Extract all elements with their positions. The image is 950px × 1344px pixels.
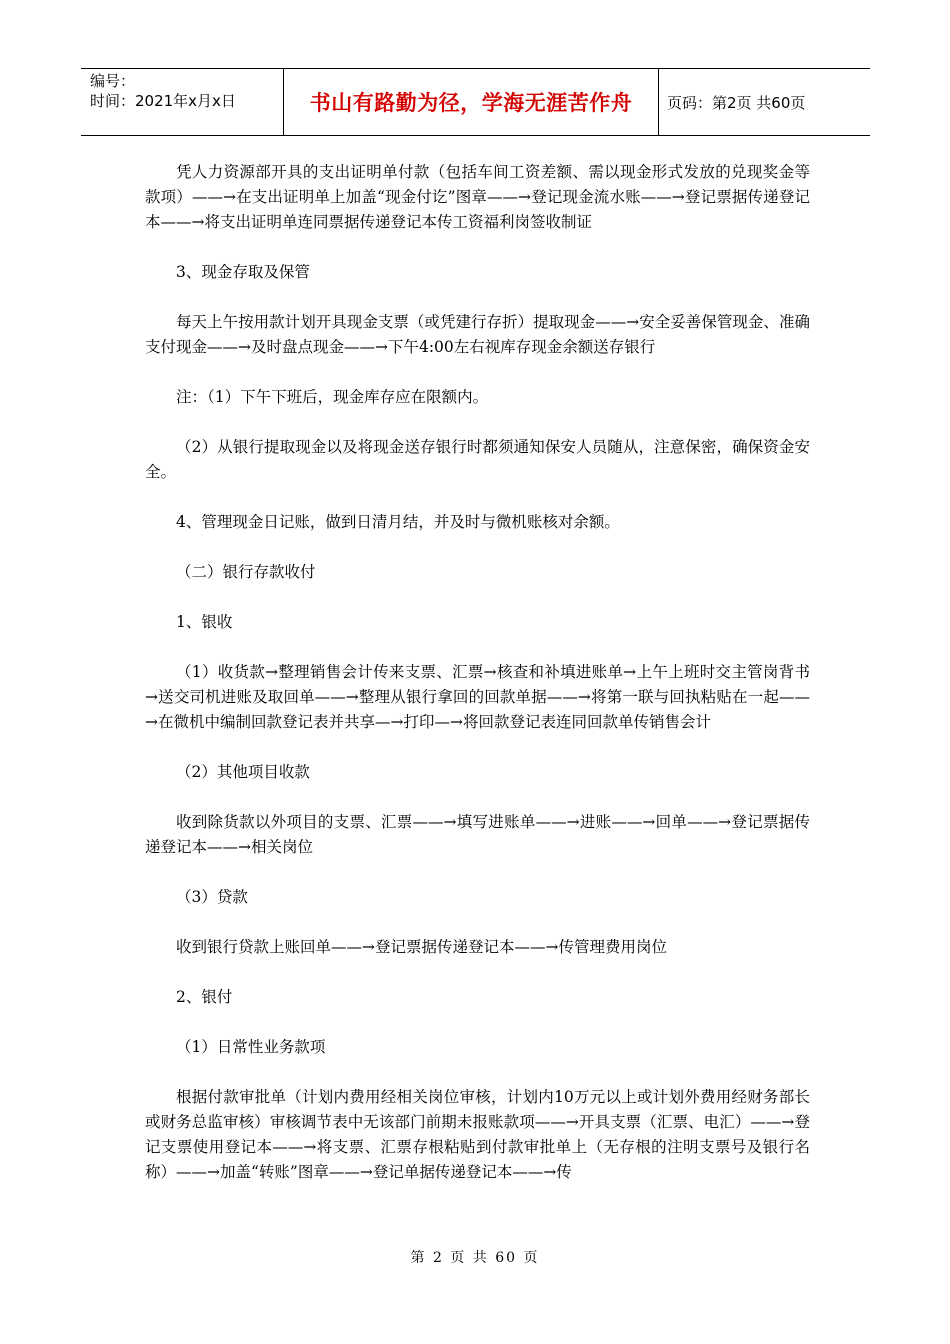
paragraph: 每天上午按用款计划开具现金支票（或凭建行存折）提取现金——→安全妥善保管现金、准确支付现金——→及时盘点现金——→下午4:00左右视库存现金余额送存银行 bbox=[145, 313, 810, 356]
header-page-info: 页码：第2页 共60页 bbox=[667, 93, 806, 112]
document-number-label: 编号： bbox=[90, 72, 136, 90]
section-heading: 2、银付 bbox=[176, 988, 233, 1006]
paragraph: 凭人力资源部开具的支出证明单付款（包括车间工资差额、需以现金形式发放的兑现奖金等款项）——→在支出证明单上加盖“现金付讫”图章——→登记现金流水账——→登记票据传递登记本——→将支出证明单连同票据传递登记本传工资福利岗签收制证 bbox=[145, 163, 810, 231]
section-heading: 4、管理现金日记账，做到日清月结，并及时与微机账核对余额。 bbox=[176, 513, 620, 531]
note: 注：（1）下午下班后，现金库存应在限额内。 bbox=[176, 388, 489, 406]
section-heading: 3、现金存取及保管 bbox=[176, 263, 310, 281]
note: （2）从银行提取现金以及将现金送存银行时都须通知保安人员随从，注意保密，确保资金安全。 bbox=[145, 438, 810, 481]
paragraph: 收到除货款以外项目的支票、汇票——→填写进账单——→进账——→回单——→登记票据传递登记本——→相关岗位 bbox=[145, 813, 810, 856]
section-heading: （2）其他项目收款 bbox=[176, 763, 310, 781]
document-date: 时间：2021年x月x日 bbox=[90, 92, 236, 110]
paragraph: （1）收货款→整理销售会计传来支票、汇票→核查和补填进账单→上午上班时交主管岗背书→送交司机进账及取回单——→整理从银行拿回的回款单据——→将第一联与回执粘贴在一起——→在微机中编制回款登记表并共享—→打印—→将回款登记表连同回款单传销售会计 bbox=[145, 663, 810, 731]
page-footer: 第 2 页 共 60 页 bbox=[410, 1250, 540, 1266]
section-heading: （二）银行存款收付 bbox=[176, 563, 316, 581]
page-header bbox=[81, 68, 870, 136]
paragraph: 根据付款审批单（计划内费用经相关岗位审核，计划内10万元以上或计划外费用经财务部长或财务总监审核）审核调节表中无该部门前期未报账款项——→开具支票（汇票、电汇）——→登记支票使用登记本——→将支票、汇票存根粘贴到付款审批单上（无存根的注明支票号及银行名称）——→加盖“转账”图章——→登记单据传递登记本——→传 bbox=[145, 1088, 810, 1181]
header-meta bbox=[81, 69, 284, 135]
paragraph: 收到银行贷款上账回单——→登记票据传递登记本——→传管理费用岗位 bbox=[176, 938, 667, 956]
section-heading: 1、银收 bbox=[176, 613, 233, 631]
section-heading: （1）日常性业务款项 bbox=[176, 1038, 326, 1056]
document-body bbox=[145, 160, 810, 1210]
header-motto: 书山有路勤为径，学海无涯苦作舟 bbox=[284, 69, 659, 135]
section-heading: （3）贷款 bbox=[176, 888, 248, 906]
